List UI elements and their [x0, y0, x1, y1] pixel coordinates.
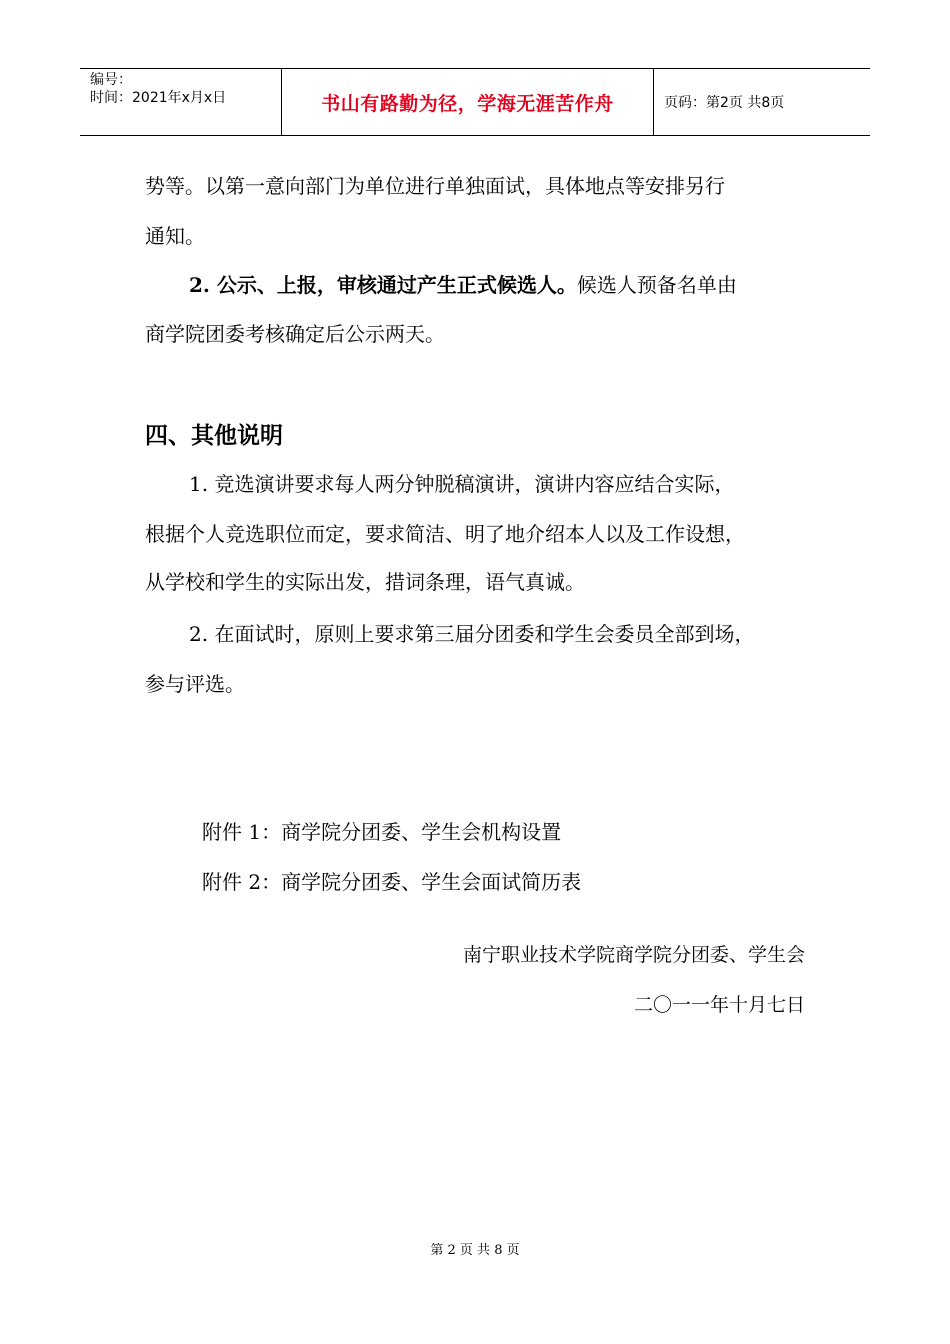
time-label: 时间：2021年x月x日: [90, 90, 227, 106]
document-header: [80, 68, 870, 136]
paragraph-text: 候选人预备名单由: [576, 273, 737, 297]
attachment-item: 附件 2：商学院分团委、学生会面试简历表: [202, 870, 582, 894]
paragraph-line: 2. 在面试时，原则上要求第三届分团委和学生会委员全部到场，: [189, 622, 755, 646]
header-page-info: 页码：第2页 共8页: [664, 95, 785, 111]
paragraph-line: 参与评选。: [145, 672, 245, 696]
paragraph-line: [189, 271, 737, 299]
paragraph-line: 1. 竞选演讲要求每人两分钟脱稿演讲，演讲内容应结合实际，: [189, 472, 735, 496]
paragraph-line: 势等。以第一意向部门为单位进行单独面试，具体地点等安排另行: [145, 174, 725, 198]
signature-date: 二〇一一年十月七日: [633, 994, 805, 1016]
paragraph-line: 通知。: [145, 224, 205, 248]
page-footer: 第 2 页 共 8 页: [430, 1243, 520, 1258]
signature-org: 南宁职业技术学院商学院分团委、学生会: [462, 944, 805, 966]
number-label: 编号：: [90, 72, 132, 88]
header-meta: [80, 69, 282, 135]
attachment-item: 附件 1：商学院分团委、学生会机构设置: [202, 820, 562, 844]
paragraph-line: 根据个人竞选职位而定，要求简洁、明了地介绍本人以及工作设想，: [145, 522, 745, 546]
bold-heading: 2. 公示、上报，审核通过产生正式候选人。: [189, 273, 577, 297]
header-motto: 书山有路勤为径，学海无涯苦作舟: [282, 69, 654, 135]
paragraph-line: 从学校和学生的实际出发，措词条理，语气真诚。: [145, 570, 585, 594]
paragraph-line: 商学院团委考核确定后公示两天。: [145, 322, 445, 346]
section-title: 四、其他说明: [145, 423, 283, 449]
